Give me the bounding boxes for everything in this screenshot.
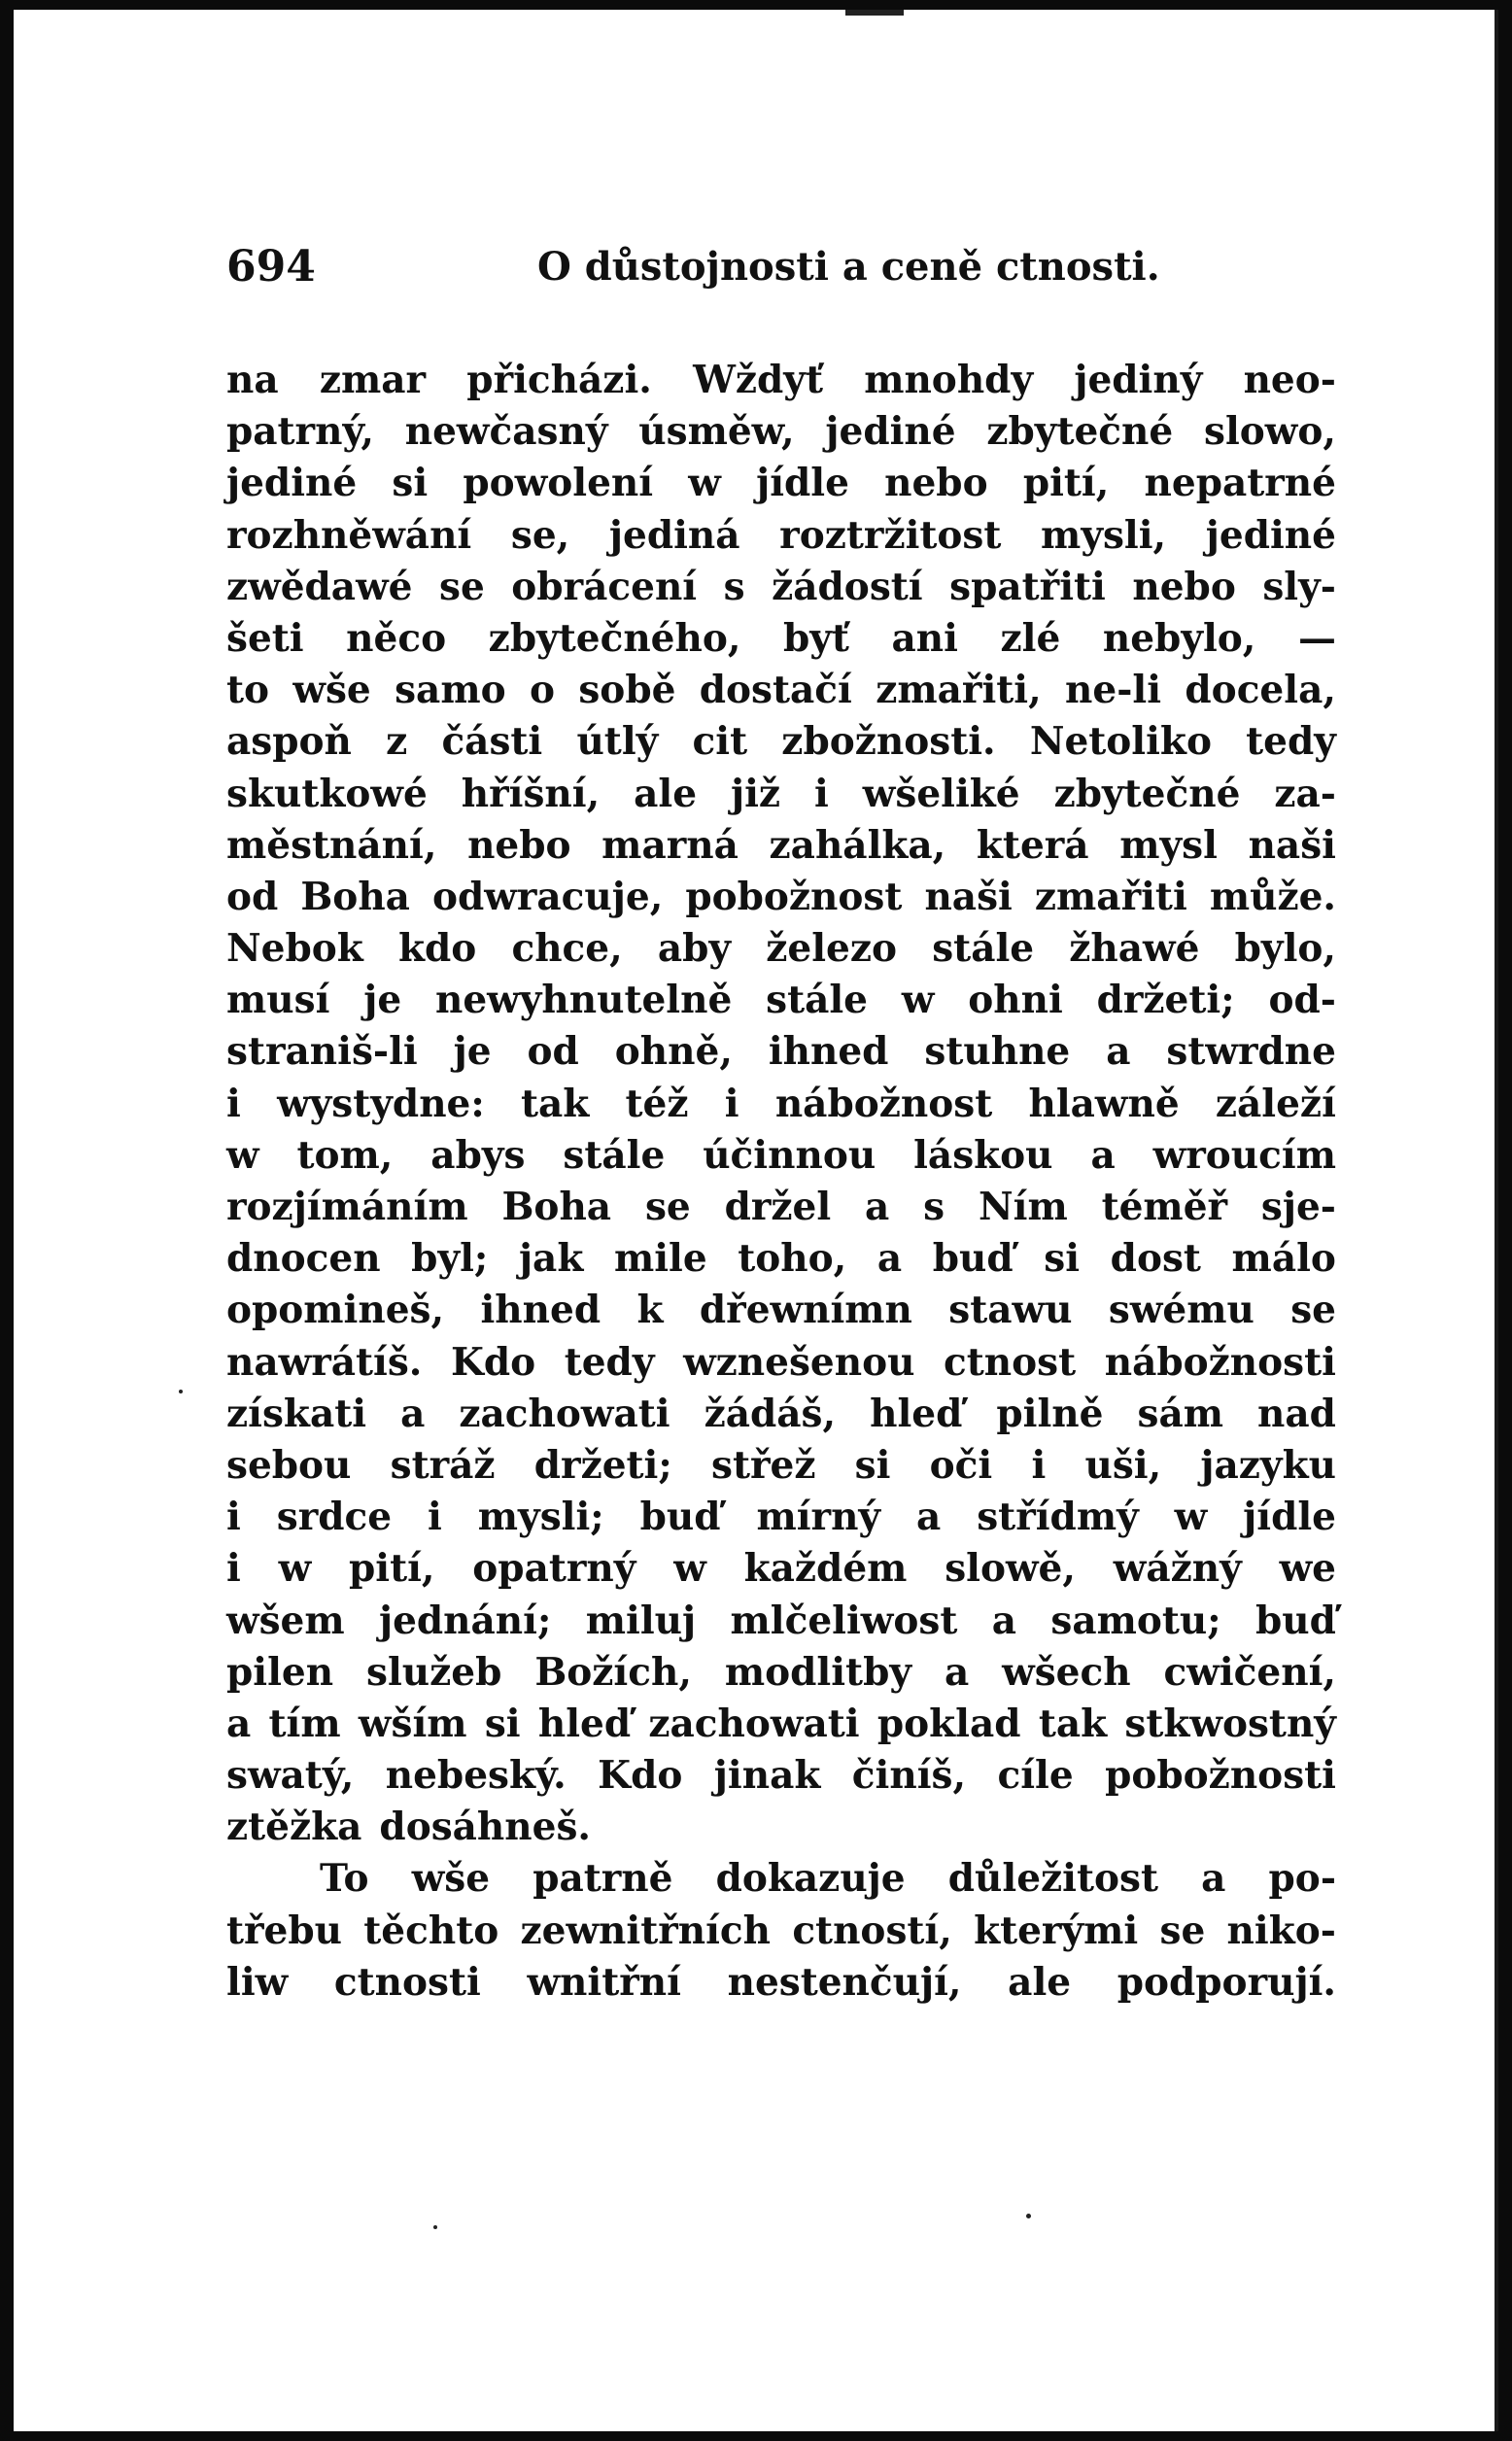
print-speck [845,10,904,16]
text-line: Nebok kdo chce, aby železo stále žhawé bylo, [226,926,1336,972]
text-line: musí je newyhnutelně stále w ohni držeti; od- [226,978,1336,1023]
text-line: i srdce i mysli; buď mírný a střídmý w jídle [226,1495,1336,1540]
text-line: rozjímáním Boha se držel a s Ním téměř sje- [226,1185,1336,1229]
text-line: liw ctnosti wnitřní nestenčují, ale podporují. [226,1959,1336,2005]
print-speck [179,1390,183,1393]
text-line: na zmar přicházi. Wždyť mnohdy jediný neo- [226,358,1336,402]
text-line: aspoň z části útlý cit zbožnosti. Netoliko tedy [226,719,1336,765]
text-line: šeti něco zbytečného, byť ani zlé nebylo, — [226,615,1336,661]
text-line: získati a zachowati žádáš, hleď pilně sám nad [226,1391,1336,1436]
text-line: zwědawé se obrácení s žádostí spatřiti nebo sly- [226,564,1336,609]
text-line: nawrátíš. Kdo tedy wznešenou ctnost nábožnosti [226,1339,1336,1385]
text-line: jediné si powolení w jídle nebo pití, nepatrné [226,461,1336,506]
text-line: patrný, newčasný úsměw, jediné zbytečné slowo, [226,409,1336,455]
page-number: 694 [226,242,316,292]
body-text [226,355,1336,2009]
text-line: skutkowé hříšní, ale již i wšeliké zbytečné za- [226,771,1336,816]
text-line: w tom, abys stále účinnou láskou a wroucím [226,1132,1336,1178]
text-line: třebu těchto zewnitřních ctností, kterými se niko- [226,1908,1336,1953]
text-line: městnání, nebo marná zahálka, která mysl naši [226,822,1336,868]
text-line: swatý, nebeský. Kdo jinak činíš, cíle pobožnosti [226,1753,1336,1799]
text-line: dnocen byl; jak mile toho, a buď si dost málo [226,1236,1336,1282]
print-speck [1026,2214,1031,2218]
text-line: to wše samo o sobě dostačí zmařiti, ne-li docela, [226,668,1336,713]
page-edge-shadow [1495,10,1498,2431]
text-line: a tím wším si hleď zachowati poklad tak stkwostný [226,1701,1336,1746]
book-page [14,10,1498,2431]
text-line: ztěžka dosáhneš. [226,1805,591,1850]
text-line: straniš-li je od ohně, ihned stuhne a stwrdne [226,1029,1336,1075]
running-title: O důstojnosti a ceně ctnosti. [537,244,1160,290]
text-line: i w pití, opatrný w každém slowě, wážný we [226,1546,1336,1592]
text-line: rozhněwání se, jediná roztržitost mysli, jediné [226,512,1336,558]
print-speck [433,2225,437,2229]
text-line: To wše patrně dokazuje důležitost a po- [320,1856,1336,1902]
page-header [226,238,1334,306]
text-line: od Boha odwracuje, pobožnost naši zmařiti může. [226,874,1336,919]
text-line: i wystydne: tak též i nábožnost hlawně záleží [226,1081,1336,1126]
text-line: pilen služeb Božích, modlitby a wšech cwičení, [226,1649,1336,1695]
text-line: sebou stráž držeti; střež si oči i uši, jazyku [226,1442,1336,1488]
text-line: opomineš, ihned k dřewnímn stawu swému se [226,1288,1336,1333]
text-line: wšem jednání; miluj mlčeliwost a samotu; buď [226,1598,1336,1643]
